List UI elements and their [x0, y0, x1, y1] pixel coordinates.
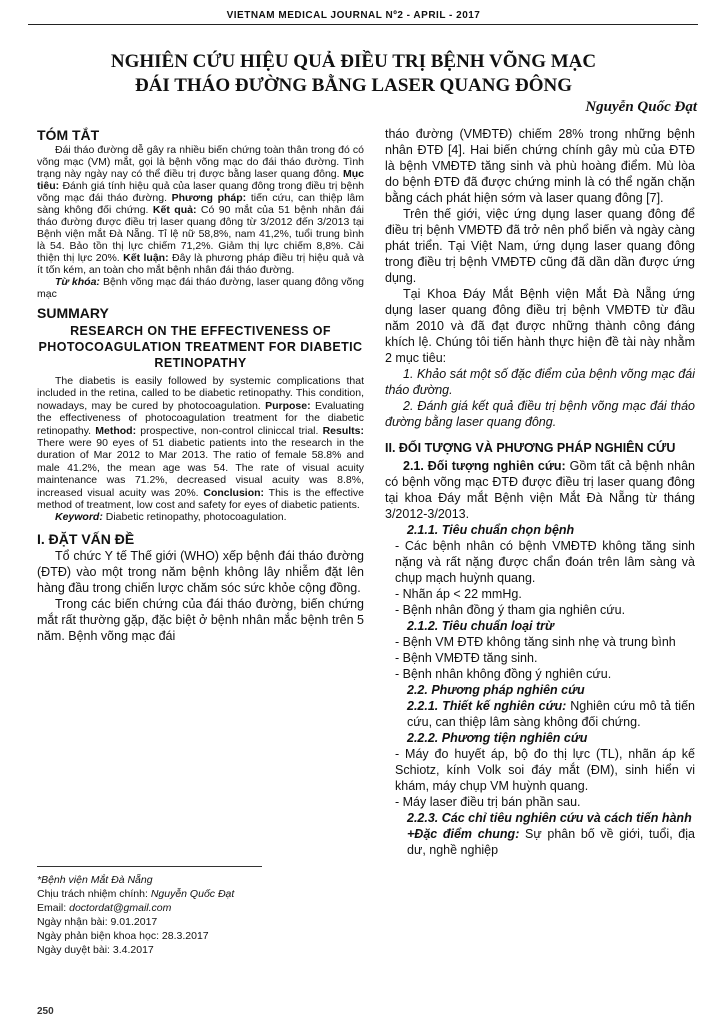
muctieu-text: Đánh giá tính hiệu quả của laser quang đông trong điều trị bệnh võng mạc đái tháo đường. — [37, 180, 365, 204]
intro-body — [37, 548, 364, 644]
s221-text: Nghiên cứu mô tả tiến cứu, can thiệp lâm sàng không đối chứng. — [407, 699, 695, 729]
footnote — [37, 873, 347, 957]
method-label: Method: — [95, 424, 137, 437]
keyword-text: Diabetic retinopathy, photocoagulation. — [105, 511, 287, 524]
footnote-affiliation: *Bệnh viện Mắt Đà Nẵng — [37, 874, 153, 886]
tomtat-abstract — [37, 144, 364, 300]
summary-intro: The diabetis is easily followed by systemic complications that included in the retina, called to be diabetic retinopathy. This condition, nowadays, may be cured by photocoagulation. — [37, 375, 364, 412]
s21-label: 2.1. Đối tượng nghiên cứu: — [403, 459, 566, 473]
conclusion-label: Conclusion: — [203, 486, 265, 499]
s222-item-a: - Máy đo huyết áp, bộ đo thị lực (TL), nhãn áp kế Schiotz, kính Volk soi đáy mắt (ĐM), sinh hiển vi khám, máy chụp VM huỳnh quang. — [395, 747, 695, 793]
article-title — [0, 50, 707, 98]
keyword-label: Keyword: — [55, 511, 103, 524]
journal-header: VIETNAM MEDICAL JOURNAL Nº2 - APRIL - 2017 — [226, 10, 481, 21]
intro-p1: Tổ chức Y tế Thế giới (WHO) xếp bệnh đái tháo đường (ĐTĐ) vào một trong năm bệnh không lây nhiễm đặt lên hàng đầu trong chiến lược chăm sóc sức khỏe cộng đồng. — [37, 548, 364, 595]
tomtat-heading: TÓM TẮT — [37, 127, 100, 143]
header-rule — [28, 24, 698, 25]
s212-item-a: - Bệnh VM ĐTĐ không tăng sinh nhẹ và trung bình — [395, 635, 676, 649]
footnote-rule — [37, 866, 262, 867]
s211-heading: 2.1.1. Tiêu chuẩn chọn bệnh — [407, 523, 575, 537]
email-label: Email: — [37, 902, 67, 914]
summary-abstract — [37, 375, 364, 524]
s22-heading: 2.2. Phương pháp nghiên cứu — [407, 683, 585, 697]
pp-label: Phương pháp: — [171, 192, 247, 204]
s21-text: Gồm tất cả bệnh nhân có bệnh võng mạc ĐTĐ được điều trị laser quang đông tại khoa Đáy mắt Bệnh viện Mắt Đà Nẵng từ tháng 3/2012-3/2013. — [385, 459, 695, 521]
conclusion-text: This is the effective method of treatment, low cost and safety for eyes of diabetic patients. — [37, 486, 364, 512]
author: Nguyễn Quốc Đạt — [585, 99, 697, 115]
right-p1: tháo đường (VMĐTĐ) chiếm 28% trong những bệnh nhân ĐTĐ [4]. Hai biến chứng chính gây mù của ĐTĐ là bệnh VMĐTĐ tăng sinh và phù hoàng điểm. Mù lòa do bệnh ĐTĐ đã được chứng minh là có thể ngăn chặn bằng cách phát hiện sớm và laser quang đông [7]. — [385, 127, 695, 205]
pp-text: tiến cứu, can thiệp lâm sàng không đối chứng. — [37, 192, 365, 216]
responsible-label: Chịu trách nhiệm chính: — [37, 888, 148, 900]
right-p3: Tại Khoa Đáy Mắt Bệnh viện Mắt Đà Nẵng ứng dụng laser quang đông điều trị bệnh VMĐTĐ từ đầu năm 2010 và đã đạt được những thành công đáng khích lệ. Chúng tôi tiến hành thực hiện đề tài này nhằm 2 mục tiêu: — [385, 287, 695, 365]
intro-p2: Trong các biến chứng của đái tháo đường, biến chứng mắt rất thường gặp, đặc biệt ở bệnh nhân mắc bệnh trên 5 năm. Bệnh võng mạc đái — [37, 596, 364, 643]
footnote-email — [37, 901, 347, 915]
email-link[interactable]: doctordat@gmail.com — [69, 902, 172, 914]
page-number: 250 — [37, 1006, 54, 1017]
tomtat-intro: Đái tháo đường dễ gây ra nhiều biến chứng toàn thân trong đó có võng mạc (VM) mắt, gọi là bệnh võng mạc do đái tháo đường. Tình trạng này ngày nay có thể điều trị được bằng laser quang đông. — [37, 144, 364, 180]
right-column — [385, 126, 695, 966]
methods-heading: II. ĐỐI TƯỢNG VÀ PHƯƠNG PHÁP NGHIÊN CỨU — [385, 441, 676, 455]
muctieu-label: Mục tiêu: — [37, 168, 364, 192]
method-text: prospective, non-control cliniccal trial. — [140, 424, 319, 437]
title-line-1: NGHIÊN CỨU HIỆU QUẢ ĐIỀU TRỊ BỆNH VÕNG MẠC — [110, 51, 597, 72]
results-label: Results: — [322, 424, 365, 437]
right-p2: Trên thế giới, việc ứng dụng laser quang đông để điều trị bệnh VMĐTĐ đã trở nên phổ biến và ngày càng phát triển. Tại Việt Nam, ứng dụng laser quang đông trong điều trị bệnh VMĐTĐ cũng đã dần dần được ứng dụng. — [385, 207, 695, 285]
kq-label: Kết quả: — [152, 204, 197, 216]
tukhoa-text: Bệnh võng mạc đái tháo đường, laser quang đông võng mạc — [37, 276, 364, 300]
results-text: There were 90 eyes of 51 diabetic patients into the research in the duration of Mar 2012 to Mar 2013. The ratio of female 58.8% and male 41.2%, the mean age was 54. The rate of visual acuity maintenance was 71.2%, decreased visual acuity was 8.8%, increased visual acuity was 20%. — [37, 437, 364, 499]
date-received: Ngày nhận bài: 9.01.2017 — [37, 916, 158, 928]
intro-heading: I. ĐẶT VẤN ĐỀ — [37, 530, 135, 547]
goal-2: 2. Đánh giá kết quả điều trị bệnh võng mạc đái tháo đường bằng laser quang đông. — [385, 399, 695, 429]
left-column — [37, 126, 364, 644]
date-accepted: Ngày duyệt bài: 3.4.2017 — [37, 944, 154, 956]
purpose-text: Evaluating the effectiveness of photocoagulation treatment for the diabetic retinopathy. — [37, 399, 365, 437]
s222-item-b: - Máy laser điều trị bán phần sau. — [395, 795, 581, 809]
purpose-label: Purpose: — [265, 399, 311, 412]
s222-heading: 2.2.2. Phương tiện nghiên cứu — [407, 731, 588, 745]
date-reviewed: Ngày phản biện khoa học: 28.3.2017 — [37, 930, 209, 942]
s211-item-c: - Bệnh nhân đồng ý tham gia nghiên cứu. — [395, 603, 626, 617]
tukhoa-label: Từ khóa: — [55, 276, 100, 288]
kl-text: Đây là phương pháp điều trị hiệu quả và ít tốn kém, an toàn cho mắt bệnh nhân đái tháo đường. — [37, 252, 365, 276]
s223a-label: +Đặc điểm chung: — [407, 827, 520, 841]
s212-item-b: - Bệnh VMĐTĐ tăng sinh. — [395, 651, 538, 665]
s221-label: 2.2.1. Thiết kế nghiên cứu: — [407, 699, 567, 713]
s223-heading: 2.2.3. Các chỉ tiêu nghiên cứu và cách tiến hành — [407, 811, 692, 825]
s211-item-a: - Các bệnh nhân có bệnh VMĐTĐ không tăng sinh nặng và rất nặng được chẩn đoán trên lâm sàng và chụp mạch huỳnh quang. — [395, 539, 695, 585]
summary-title: RESEARCH ON THE EFFECTIVENESS OF PHOTOCOAGULATION TREATMENT FOR DIABETIC RETINOPATHY — [38, 324, 363, 370]
footnote-responsible — [37, 887, 347, 901]
kl-label: Kết luận: — [123, 252, 169, 264]
s212-heading: 2.1.2. Tiêu chuẩn loại trừ — [407, 619, 554, 633]
title-line-2: ĐÁI THÁO ĐƯỜNG BẰNG LASER QUANG ĐÔNG — [134, 75, 573, 96]
responsible-name: Nguyễn Quốc Đạt — [150, 888, 235, 900]
s223a-text: Sự phân bố về giới, tuổi, địa dư, nghề nghiệp — [407, 827, 695, 857]
kq-text: Có 90 mắt của 51 bệnh nhân đái tháo đường được điều trị laser quang đông từ 3/2012 đến 3/2013 tại Bệnh viện mắt Đà Nẵng. Tỉ lệ nữ 58,8%, nam 41,2%, tuổi trung bình là 54. Bảo tồn thị lực chiếm 71,2%. Giảm thị lực chiếm 8,8%. Cải thiện thị lực 20%. — [37, 204, 365, 264]
s212-item-c: - Bệnh nhân không đồng ý nghiên cứu. — [395, 667, 612, 681]
summary-heading: SUMMARY — [37, 305, 109, 321]
s211-item-b: - Nhãn áp < 22 mmHg. — [395, 587, 522, 601]
goal-1: 1. Khảo sát một số đặc điểm của bệnh võng mạc đái tháo đường. — [385, 367, 695, 397]
